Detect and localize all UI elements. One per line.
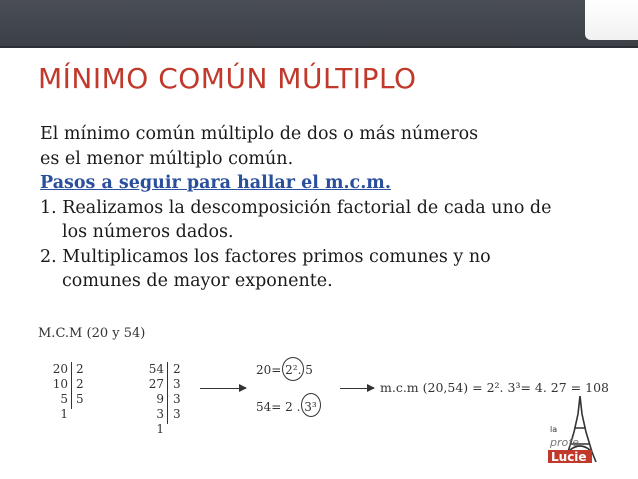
step-1-line-1: 1. Realizamos la descomposición factorial de cada uno de (40, 197, 552, 218)
highlight-circle-2-squared (282, 357, 304, 381)
example-title: M.C.M (20 y 54) (38, 326, 146, 341)
step-1-line-2: los números dados. (62, 222, 234, 242)
header-divider (0, 46, 638, 48)
equation-20: 20= 2². 5 (256, 363, 313, 377)
factor-table-54-divider (167, 362, 168, 424)
slide-title: MÍNIMO COMÚN MÚLTIPLO (38, 62, 417, 95)
logo-text-la: la (550, 425, 558, 434)
profe-lucie-logo (548, 392, 604, 464)
slide-body (40, 122, 620, 294)
factor-table-54-left: 54 27 9 3 1 (148, 362, 164, 436)
steps-link[interactable]: Pasos a seguir para hallar el m.c.m. (40, 173, 391, 193)
factor-table-20-right: 2 2 5 (76, 362, 84, 406)
arrow-to-result (340, 388, 374, 389)
logo-text-profe: profe (550, 436, 579, 449)
highlight-circle-3-cubed (301, 393, 321, 417)
header-band (0, 0, 638, 46)
factor-table-54-right: 2 3 3 3 (173, 362, 181, 421)
factor-table-20-divider (71, 362, 72, 409)
equation-54: 54= 2 . 3³ (256, 400, 317, 414)
logo-text-lucie: Lucie (551, 450, 587, 464)
arrow-to-equations (200, 388, 246, 389)
step-2-line-1: 2. Multiplicamos los factores primos comunes y no (40, 246, 491, 267)
mcm-result: m.c.m (20,54) = 2². 3³= 4. 27 = 108 (380, 380, 609, 395)
definition-line-1: El mínimo común múltiplo de dos o más números (40, 124, 479, 144)
corner-tab (585, 0, 638, 40)
definition-line-2: es el menor múltiplo común. (40, 148, 294, 169)
step-2-line-2: comunes de mayor exponente. (62, 271, 333, 291)
factor-table-20-left: 20 10 5 1 (52, 362, 68, 421)
